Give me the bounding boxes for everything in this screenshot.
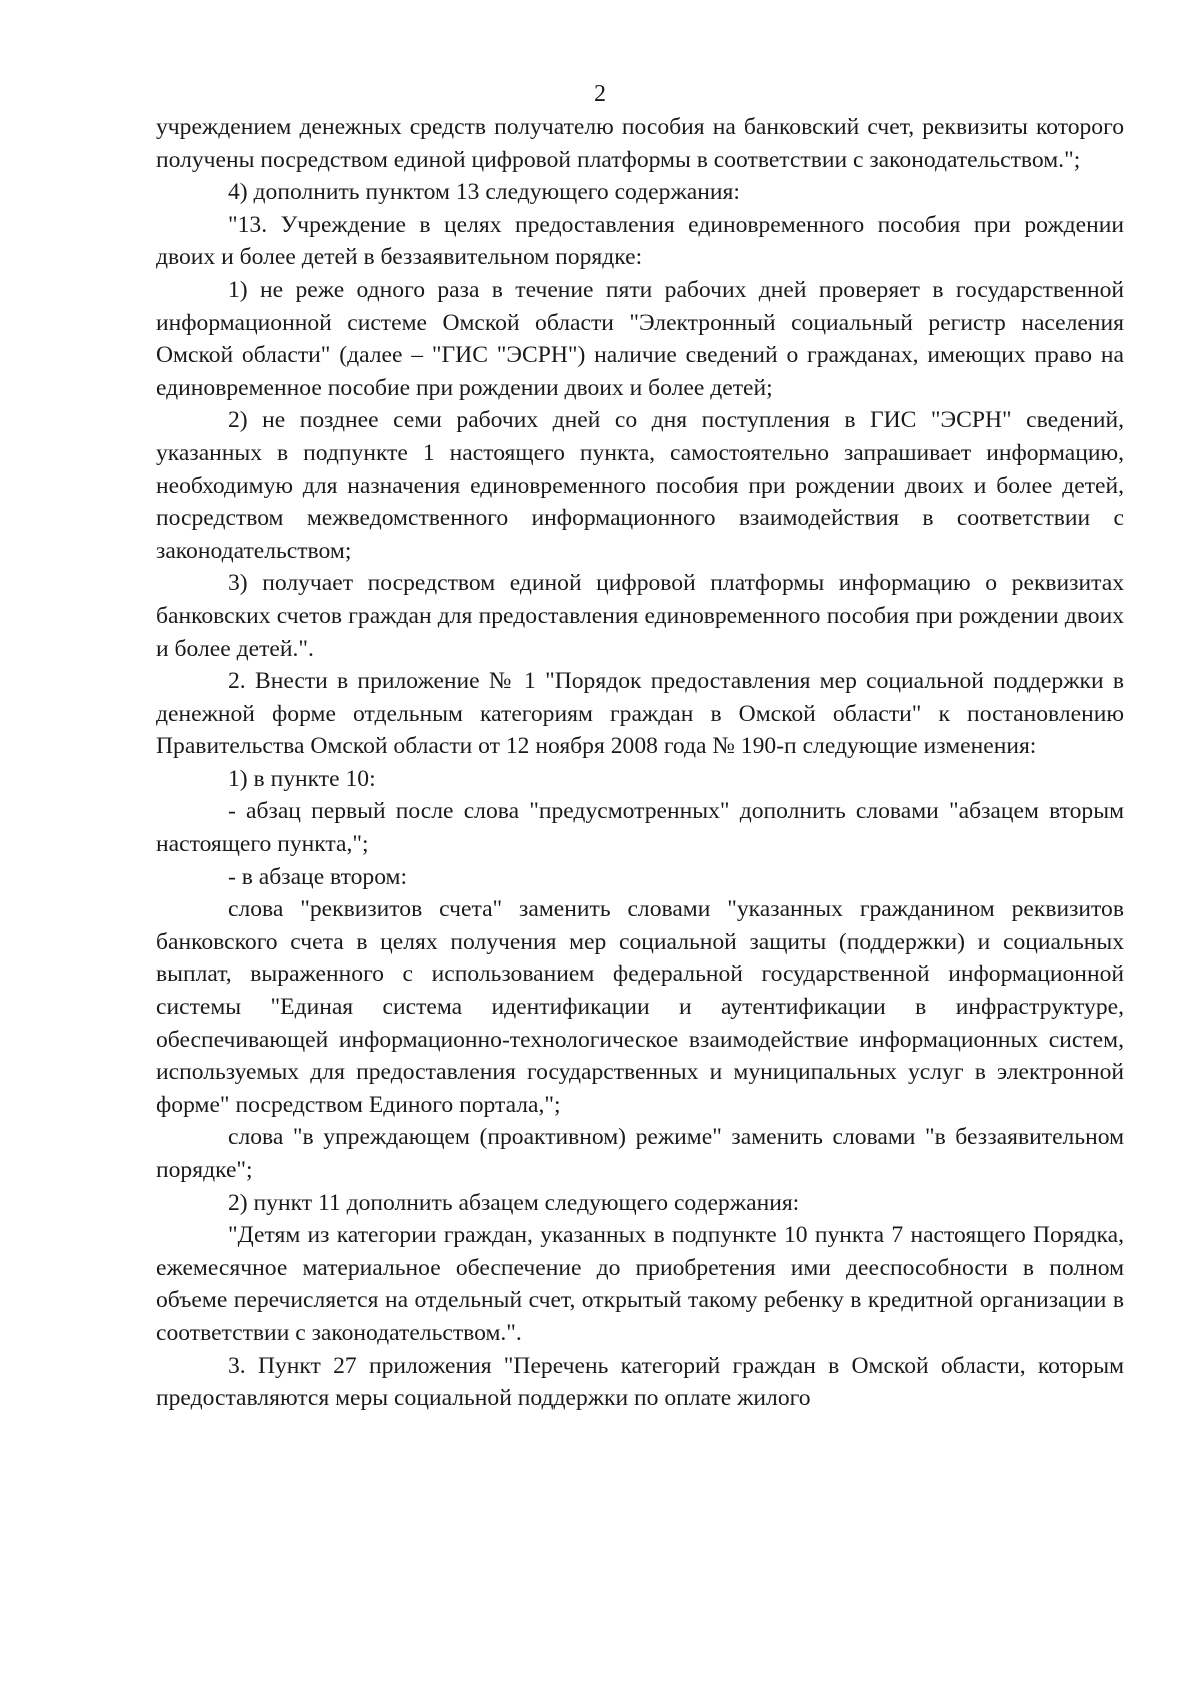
paragraph: 2) пункт 11 дополнить абзацем следующего содержания: (228, 1189, 800, 1216)
paragraph: 1) не реже одного раза в течение пяти рабочих дней проверяет в государственной информационной системе Омской области "Электронный социальный регистр населения Омской области" (далее – "ГИС "ЭСРН") наличие сведений о гражданах, имеющих право на единовременное пособие при рождении двоих и более детей; (156, 276, 1124, 401)
page-number: 2 (594, 81, 606, 107)
paragraph: "Детям из категории граждан, указанных в подпункте 10 пункта 7 настоящего Порядка, ежемесячное материальное обеспечение до приобретения ими дееспособности в полном объеме перечисляется на отдельный счет, открытый такому ребенку в кредитной организации в соответствии с законодательством.". (156, 1222, 1124, 1346)
paragraph: - в абзаце втором: (228, 863, 408, 890)
paragraph: слова "в упреждающем (проактивном) режиме" заменить словами "в беззаявительном порядке"; (156, 1124, 1124, 1183)
paragraph: учреждением денежных средств получателю пособия на банковский счет, реквизиты которого получены посредством единой цифровой платформы в соответствии с законодательством."; (156, 114, 1124, 173)
paragraph: - абзац первый после слова "предусмотренных" дополнить словами "абзацем вторым настоящего пункта,"; (156, 798, 1124, 858)
paragraph: слова "реквизитов счета" заменить словами "указанных гражданином реквизитов банковского счета в целях получения мер социальной защиты (поддержки) и социальных выплат, выраженного с использованием федеральной государственной информационной системы "Единая система идентификации и аутентификации в инфраструктуре, обеспечивающей информационно-технологическое взаимодействие информационных систем, используемых для предоставления государственных и муниципальных услуг в электронной форме" посредством Единого портала,"; (156, 896, 1124, 1118)
paragraph: 2) не позднее семи рабочих дней со дня поступления в ГИС "ЭСРН" сведений, указанных в подпункте 1 настоящего пункта, самостоятельно запрашивает информацию, необходимую для назначения единовременного пособия при рождении двоих и более детей, посредством межведомственного информационного взаимодействия в соответствии с законодательством; (156, 407, 1124, 564)
paragraph: 3. Пункт 27 приложения "Перечень категорий граждан в Омской области, которым предоставляются меры социальной поддержки по оплате жилого (156, 1352, 1124, 1412)
paragraph: 3) получает посредством единой цифровой платформы информацию о реквизитах банковских счетов граждан для предоставления единовременного пособия при рождении двоих и более детей.". (156, 570, 1124, 662)
paragraph: 2. Внести в приложение № 1 "Порядок предоставления мер социальной поддержки в денежной форме отдельным категориям граждан в Омской области" к постановлению Правительства Омской области от 12 ноября 2008 года № 190-п следующие изменения: (156, 668, 1124, 760)
paragraph: 1) в пункте 10: (228, 765, 376, 792)
document-body (156, 111, 1124, 1415)
paragraph: "13. Учреждение в целях предоставления единовременного пособия при рождении двоих и более детей в беззаявительном порядке: (156, 211, 1124, 271)
paragraph: 4) дополнить пунктом 13 следующего содержания: (228, 179, 740, 206)
